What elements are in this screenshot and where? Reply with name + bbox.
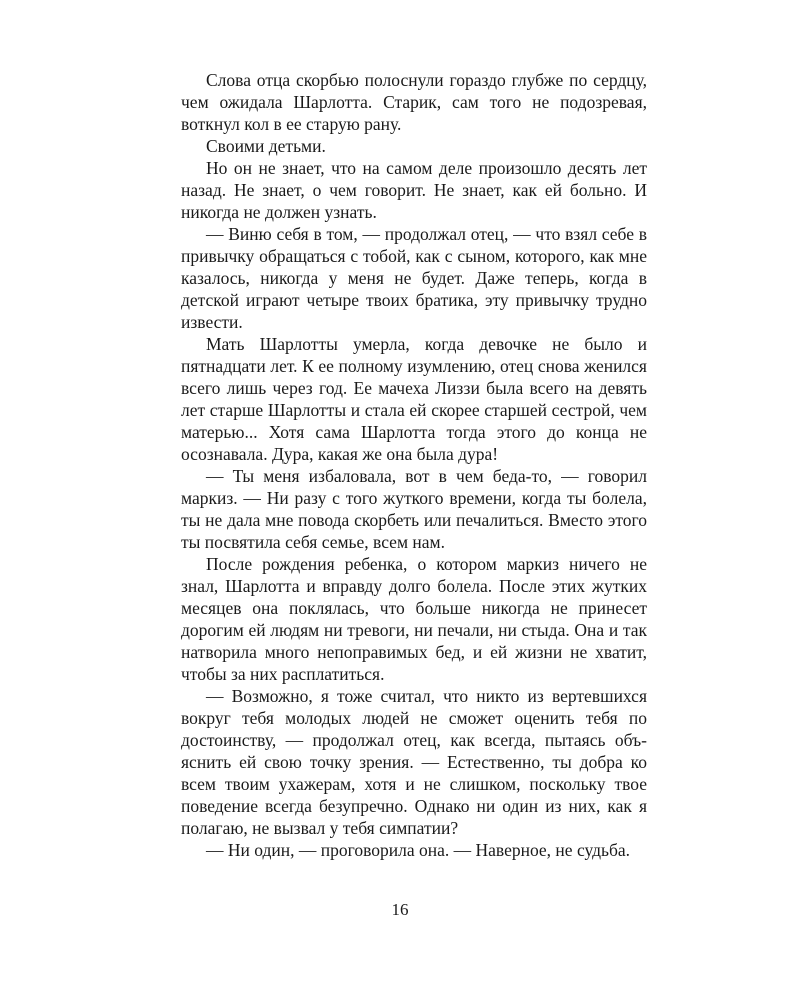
paragraph: — Ни один, — проговорила она. — Наверное, не судьба. [206,840,631,860]
paragraph: После рождения ребенка, о котором маркиз ничего не знал, Шарлотта и вправду долго болела. После этих жутких месяцев она поклялась, что больше никогда не принесет дорогим ей людям ни тревоги, ни печали, ни стыда. Она и так натворила много непоправимых бед, и ей жизни не хватит, чтобы за них расплатиться. [181,554,647,684]
paragraph: — Возможно, я тоже считал, что никто из вертевшихся вокруг тебя молодых людей не сможет оценить тебя по достоинству, — продолжал отец, как всегда, пытаясь объяснить ей свою точку зрения. — Естественно, ты добра ко всем твоим ухажерам, хотя и не слишком, поскольку твое поведение всегда безупречно. Однако ни один из них, как я полагаю, не вызвал у тебя симпатии? [181,686,647,838]
page-text-block [181,69,647,861]
paragraph: Слова отца скорбью полоснули гораздо глубже по сердцу, чем ожидала Шарлотта. Старик, сам того не подозревая, воткнул кол в ее старую рану. [181,70,647,134]
paragraph: — Ты меня избаловала, вот в чем беда-то, — говорил маркиз. — Ни разу с того жуткого времени, когда ты болела, ты не дала мне повода скорбеть или печалиться. Вместо этого ты посвятила себя семье, всем нам. [181,466,647,552]
paragraph: Но он не знает, что на самом деле произошло десять лет назад. Не знает, о чем говорит. Не знает, как ей больно. И никогда не должен узнать. [181,158,647,222]
paragraph: — Виню себя в том, — продолжал отец, — что взял себе в привычку обращаться с тобой, как с сыном, которого, как мне казалось, никогда у меня не будет. Даже теперь, когда в детской играют четыре твоих братика, эту привычку трудно извести. [181,224,647,332]
paragraph: Мать Шарлотты умерла, когда девочке не было и пятнадцати лет. К ее полному изумлению, отец снова женился всего лишь через год. Ее мачеха Лиззи была всего на девять лет старше Шарлотты и стала ей скорее старшей сестрой, чем матерью... Хотя сама Шарлотта тогда этого до конца не осознавала. Дура, какая же она была дура! [181,334,647,464]
page-number: 16 [391,900,409,919]
paragraph: Своими детьми. [206,136,326,156]
